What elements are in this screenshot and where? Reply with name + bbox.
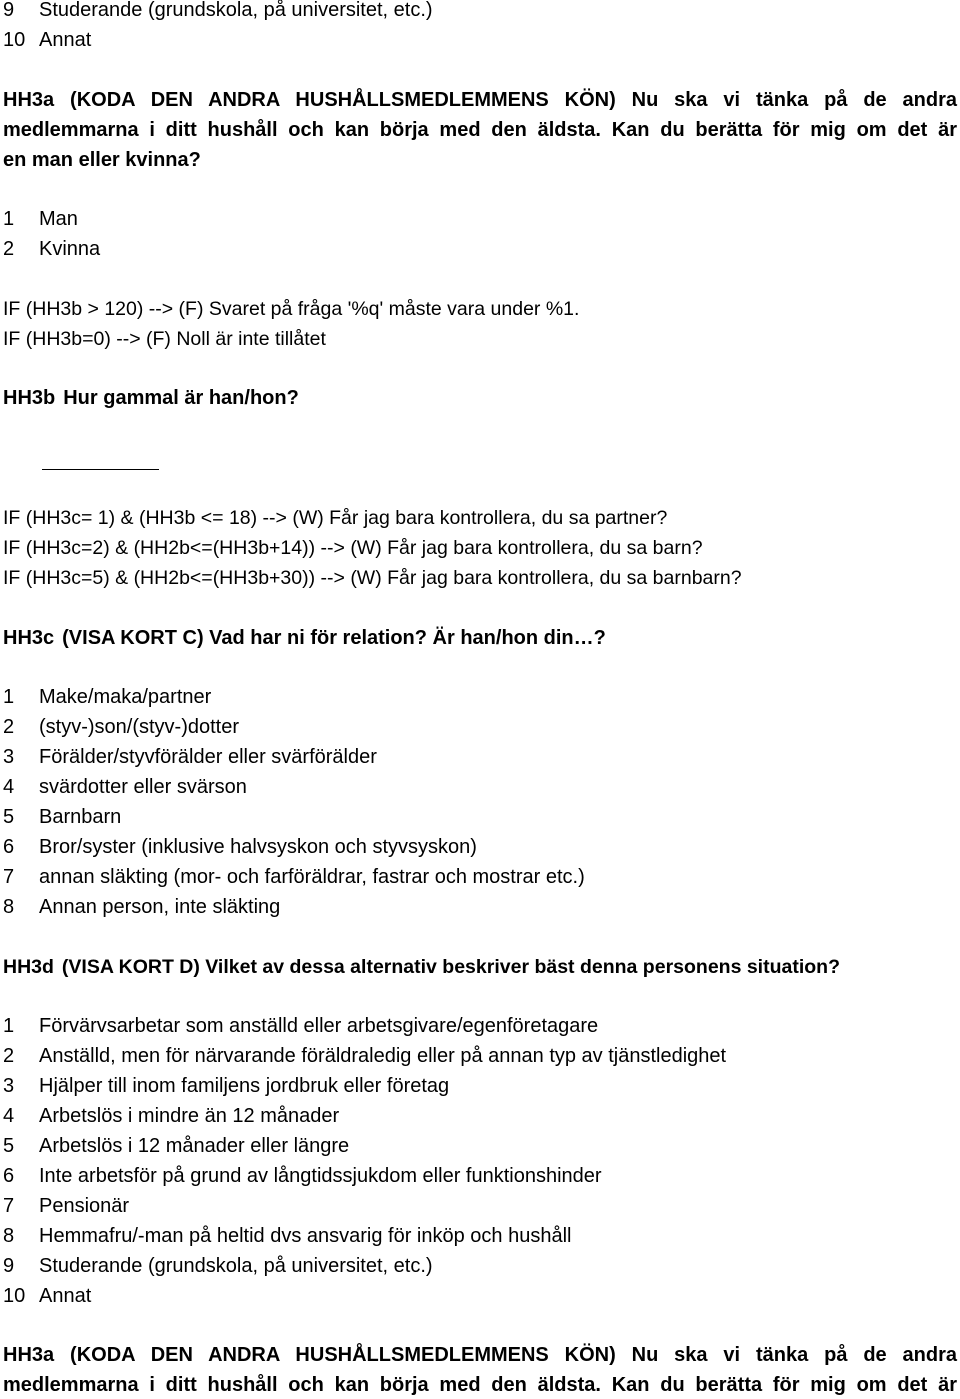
option-number: 6	[3, 836, 15, 858]
option-text: Man	[39, 208, 78, 230]
option-text: Arbetslös i mindre än 12 månader	[39, 1105, 340, 1127]
option-number: 6	[3, 1165, 15, 1187]
list-item	[3, 1074, 449, 1098]
list-item	[3, 1194, 129, 1218]
option-text: Make/maka/partner	[39, 686, 212, 708]
question-text: (KODA DEN ANDRA HUSHÅLLSMEDLEMMENS KÖN) Nu ska vi tänka på de andra	[70, 1344, 958, 1366]
list-item	[3, 775, 247, 799]
option-text: Kvinna	[39, 238, 101, 260]
list-item	[3, 715, 239, 739]
option-text: annan släkting (mor- och farföräldrar, fastrar och mostrar etc.)	[39, 866, 585, 888]
option-text: Förälder/styvförälder eller svärförälder	[39, 746, 377, 768]
condition-line: IF (HH3c= 1) & (HH3b <= 18) --> (W) Får jag bara kontrollera, du sa partner?	[3, 507, 668, 529]
option-number: 8	[3, 1225, 15, 1247]
question-hh3a-repeat-line1	[3, 1343, 957, 1367]
option-number: 1	[3, 1015, 15, 1037]
option-number: 2	[3, 238, 15, 260]
list-item	[3, 685, 211, 709]
list-item	[3, 1224, 571, 1248]
list-item	[3, 1134, 349, 1158]
list-item	[3, 1254, 433, 1278]
option-number: 9	[3, 0, 15, 21]
question-text: (VISA KORT C) Vad har ni för relation? Är han/hon din…?	[62, 627, 606, 649]
question-code: HH3c	[3, 627, 55, 649]
question-hh3c	[3, 626, 606, 650]
answer-blank-line[interactable]	[42, 469, 159, 470]
list-item	[3, 865, 585, 889]
option-text: Hjälper till inom familjens jordbruk eller företag	[39, 1075, 450, 1097]
option-number: 10	[3, 1285, 26, 1307]
option-text: Inte arbetsför på grund av långtidssjukdom eller funktionshinder	[39, 1165, 602, 1187]
option-number: 5	[3, 1135, 15, 1157]
question-text: Hur gammal är han/hon?	[63, 387, 299, 409]
list-item	[3, 895, 280, 919]
list-item	[3, 1014, 598, 1038]
option-number: 1	[3, 686, 15, 708]
list-item	[3, 1164, 602, 1188]
option-text: Annat	[39, 1285, 92, 1307]
question-hh3a-line1	[3, 88, 957, 112]
list-item	[3, 1104, 339, 1128]
question-code: HH3a	[3, 1344, 55, 1366]
option-text: Arbetslös i 12 månader eller längre	[39, 1135, 350, 1157]
option-number: 2	[3, 1045, 15, 1067]
list-item	[3, 1044, 726, 1068]
question-hh3a-repeat-line2: medlemmarna i ditt hushåll och kan börja med den äldsta. Kan du berätta för mig om det är	[3, 1374, 957, 1396]
question-hh3b	[3, 386, 299, 410]
list-item	[3, 805, 121, 829]
question-code: HH3d	[3, 956, 54, 978]
option-text: Bror/syster (inklusive halvsyskon och styvsyskon)	[39, 836, 477, 858]
condition-line: IF (HH3b=0) --> (F) Noll är inte tillåtet	[3, 328, 326, 350]
option-text: Annan person, inte släkting	[39, 896, 281, 918]
question-hh3a-line2: medlemmarna i ditt hushåll och kan börja med den äldsta. Kan du berätta för mig om det är	[3, 119, 957, 141]
option-text: Annat	[39, 29, 92, 51]
question-hh3a-line3: en man eller kvinna?	[3, 149, 201, 171]
option-number: 4	[3, 776, 15, 798]
option-text: Studerande (grundskola, på universitet, etc.)	[39, 1255, 433, 1277]
condition-line: IF (HH3c=5) & (HH2b<=(HH3b+30)) --> (W) Får jag bara kontrollera, du sa barnbarn?	[3, 567, 742, 589]
option-text: svärdotter eller svärson	[39, 776, 247, 798]
option-number: 5	[3, 806, 15, 828]
list-item	[3, 1284, 91, 1308]
option-text: Barnbarn	[39, 806, 122, 828]
question-text: (VISA KORT D) Vilket av dessa alternativ beskriver bäst denna personens situation?	[61, 956, 840, 978]
option-number: 8	[3, 896, 15, 918]
option-text: Anställd, men för närvarande föräldraledig eller på annan typ av tjänstledighet	[39, 1045, 727, 1067]
question-code: HH3b	[3, 387, 56, 409]
option-number: 4	[3, 1105, 15, 1127]
option-number: 1	[3, 208, 15, 230]
option-number: 7	[3, 866, 15, 888]
list-item	[3, 0, 433, 22]
option-text: Förvärvsarbetar som anställd eller arbetsgivare/egenföretagare	[39, 1015, 599, 1037]
option-text: (styv-)son/(styv-)dotter	[39, 716, 240, 738]
list-item	[3, 207, 78, 231]
option-text: Hemmafru/-man på heltid dvs ansvarig för inköp och hushåll	[39, 1225, 572, 1247]
option-number: 3	[3, 746, 15, 768]
option-number: 2	[3, 716, 15, 738]
list-item	[3, 237, 100, 261]
question-code: HH3a	[3, 89, 55, 111]
condition-line: IF (HH3b > 120) --> (F) Svaret på fråga '%q' måste vara under %1.	[3, 298, 580, 320]
option-number: 10	[3, 29, 26, 51]
list-item	[3, 745, 377, 769]
list-item	[3, 835, 477, 859]
condition-line: IF (HH3c=2) & (HH2b<=(HH3b+14)) --> (W) Får jag bara kontrollera, du sa barn?	[3, 537, 703, 559]
list-item	[3, 28, 91, 52]
option-text: Studerande (grundskola, på universitet, etc.)	[39, 0, 433, 21]
question-hh3d	[3, 955, 840, 979]
option-text: Pensionär	[39, 1195, 130, 1217]
option-number: 9	[3, 1255, 15, 1277]
option-number: 7	[3, 1195, 15, 1217]
option-number: 3	[3, 1075, 15, 1097]
question-text: (KODA DEN ANDRA HUSHÅLLSMEDLEMMENS KÖN) Nu ska vi tänka på de andra	[70, 89, 958, 111]
